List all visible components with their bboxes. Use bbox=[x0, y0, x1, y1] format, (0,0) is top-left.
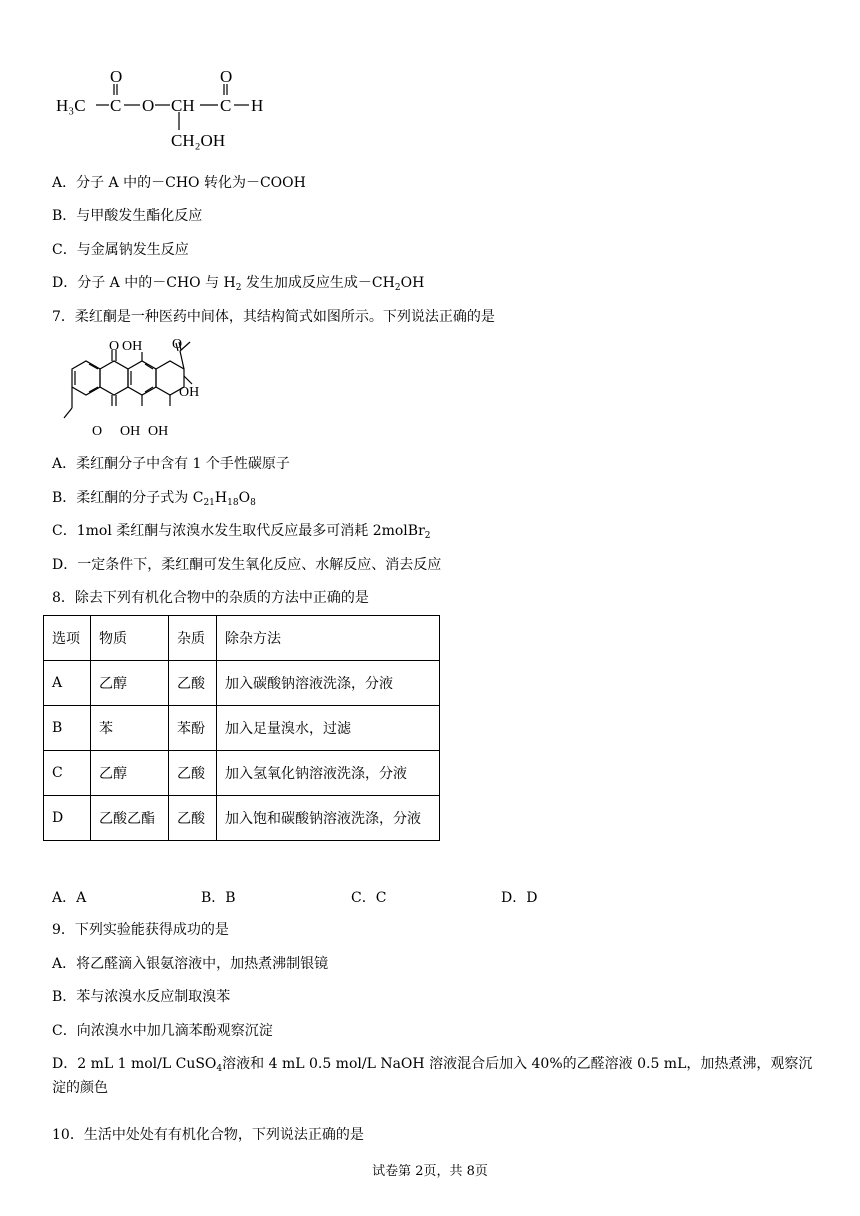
formula-ch: CH bbox=[171, 96, 195, 115]
table-cell: 苯酚 bbox=[169, 706, 217, 751]
formula-o-top-left: O bbox=[110, 67, 123, 86]
q7-b-sub-h: 18 bbox=[227, 498, 239, 508]
q6-option-d-text: D．分子 A 中的－CHO 与 H bbox=[52, 275, 236, 291]
q9-option-d-sub: 4 bbox=[216, 1064, 223, 1074]
q9-option-b[interactable]: B．苯与浓溴水反应制取溴苯 bbox=[52, 989, 231, 1005]
table-row bbox=[44, 796, 440, 841]
q6-option-d-sub2: 2 bbox=[394, 283, 401, 293]
table-row bbox=[44, 751, 440, 796]
q8-options-table bbox=[43, 615, 440, 841]
table-cell: 乙酸 bbox=[169, 796, 217, 841]
q7-option-d[interactable]: D．一定条件下，柔红酮可发生氧化反应、水解反应、消去反应 bbox=[52, 557, 442, 573]
table-cell: 乙酸 bbox=[169, 751, 217, 796]
table-cell: 乙醇 bbox=[91, 661, 169, 706]
q7-stem: 7．柔红酮是一种医药中间体，其结构简式如图所示。下列说法正确的是 bbox=[52, 309, 495, 325]
formula-ch2oh: CH₂OH bbox=[171, 131, 226, 150]
q6-option-a[interactable]: A．分子 A 中的－CHO 转化为－COOH bbox=[52, 175, 306, 191]
q7-b-sub-o: 8 bbox=[250, 498, 256, 508]
table-cell: D bbox=[44, 796, 91, 841]
q7-o-top: O bbox=[109, 339, 120, 354]
q7-oh-top: OH bbox=[122, 339, 143, 354]
q7-b-sub-c: 21 bbox=[203, 498, 215, 508]
q8-choice-c[interactable]: C．C bbox=[351, 890, 387, 906]
table-cell: 苯 bbox=[91, 706, 169, 751]
q7-oh-right: OH bbox=[179, 385, 200, 400]
table-header-cell: 杂质 bbox=[169, 616, 217, 661]
q7-b-h: H bbox=[214, 490, 228, 506]
q8-stem: 8．除去下列有机化合物中的杂质的方法中正确的是 bbox=[52, 590, 369, 606]
q7-option-c-sub: 2 bbox=[424, 531, 431, 541]
table-header-cell: 物质 bbox=[91, 616, 169, 661]
formula-c-left: C bbox=[110, 96, 122, 115]
q7-oh-bottom-2: OH bbox=[148, 424, 169, 439]
q7-option-a[interactable]: A．柔红酮分子中含有 1 个手性碳原子 bbox=[52, 456, 290, 472]
table-header-row bbox=[44, 616, 440, 661]
table-cell: 加入足量溴水，过滤 bbox=[217, 706, 440, 751]
q6-option-d-sub: 2 bbox=[235, 283, 242, 293]
formula-o-mid: O bbox=[142, 96, 155, 115]
q6-structural-formula bbox=[48, 62, 288, 152]
q9-stem: 9．下列实验能获得成功的是 bbox=[52, 922, 229, 938]
table-cell: C bbox=[44, 751, 91, 796]
table-cell: B bbox=[44, 706, 91, 751]
q7-option-c[interactable] bbox=[52, 521, 431, 541]
table-cell: 加入碳酸钠溶液洗涤，分液 bbox=[217, 661, 440, 706]
table-row bbox=[44, 661, 440, 706]
q9-option-d[interactable] bbox=[52, 1052, 822, 1100]
q10-stem: 10．生活中处处有有机化合物，下列说法正确的是 bbox=[52, 1127, 364, 1143]
formula-h: H bbox=[251, 96, 264, 115]
table-header-cell: 除杂方法 bbox=[217, 616, 440, 661]
table-cell: A bbox=[44, 661, 91, 706]
table-cell: 乙酸 bbox=[169, 661, 217, 706]
table-cell: 加入氢氧化钠溶液洗涤，分液 bbox=[217, 751, 440, 796]
table-cell: 加入饱和碳酸钠溶液洗涤，分液 bbox=[217, 796, 440, 841]
q7-option-c-text: C．1mol 柔红酮与浓溴水发生取代反应最多可消耗 2molBr bbox=[52, 523, 425, 539]
q9-option-d-text2: 溶液和 4 mL 0.5 mol/L NaOH 溶液混合后加入 40%的乙醛溶液 0.5 mL，加热煮沸，观察沉淀的颜色 bbox=[52, 1056, 813, 1096]
q7-option-b[interactable] bbox=[52, 488, 256, 508]
q7-b-o: O bbox=[238, 490, 251, 506]
q8-choice-a[interactable]: A．A bbox=[52, 890, 87, 906]
table-cell: 乙醇 bbox=[91, 751, 169, 796]
q8-choice-d[interactable]: D．D bbox=[501, 890, 538, 906]
q6-option-d-end: OH bbox=[400, 275, 425, 291]
table-row bbox=[44, 706, 440, 751]
q9-option-a[interactable]: A．将乙醛滴入银氨溶液中，加热煮沸制银镜 bbox=[52, 956, 329, 972]
q6-option-d-text2: 发生加成反应生成－CH bbox=[241, 275, 395, 291]
q7-o-ketone: O bbox=[172, 337, 183, 352]
formula-c-right: C bbox=[220, 96, 232, 115]
table-cell: 乙酸乙酯 bbox=[91, 796, 169, 841]
q9-option-c[interactable]: C．向浓溴水中加几滴苯酚观察沉淀 bbox=[52, 1023, 273, 1039]
q6-option-b[interactable]: B．与甲酸发生酯化反应 bbox=[52, 208, 203, 224]
formula-o-top-right: O bbox=[220, 67, 233, 86]
q8-choice-b[interactable]: B．B bbox=[201, 890, 236, 906]
q9-option-d-text: D．2 mL 1 mol/L CuSO bbox=[52, 1056, 217, 1072]
q7-option-b-text: B．柔红酮的分子式为 C bbox=[52, 490, 204, 506]
table-header-cell: 选项 bbox=[44, 616, 91, 661]
q6-option-d[interactable] bbox=[52, 273, 424, 293]
q7-structure-diagram bbox=[52, 336, 222, 446]
formula-h3c: H₃C bbox=[56, 96, 86, 115]
page-footer: 试卷第 2页，共 8页 bbox=[372, 1164, 488, 1179]
q7-o-bottom: O bbox=[92, 424, 103, 439]
q7-oh-bottom-1: OH bbox=[120, 424, 141, 439]
q6-option-c[interactable]: C．与金属钠发生反应 bbox=[52, 242, 189, 258]
